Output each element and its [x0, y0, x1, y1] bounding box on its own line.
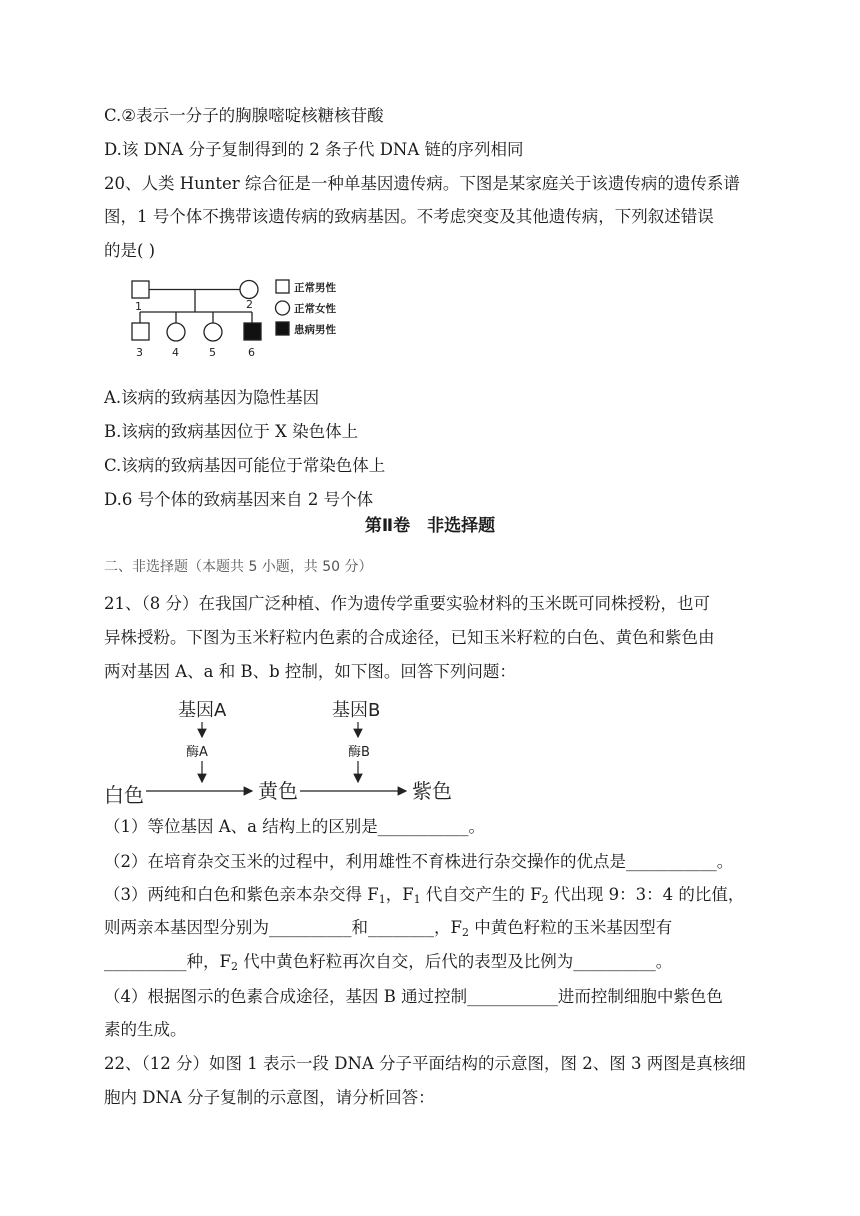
q21-part3-line3: __________种，$F_2$ 代中黄色籽粒再次自交，后代的表型及比例为__________。: [104, 952, 673, 973]
q22-stem-line2: 胞内 DNA 分子复制的示意图，请分析回答：: [104, 1088, 435, 1107]
q19-option-d: D.该 DNA 分子复制得到的 2 条子代 DNA 链的序列相同: [104, 140, 524, 159]
pedigree-individual-3: [132, 323, 149, 340]
pedigree-label-1: 1: [135, 300, 142, 313]
pedigree-diagram: [120, 270, 370, 375]
q20-stem-line1: 20、人类 Hunter 综合征是一种单基因遗传病。下图是某家庭关于该遗传病的遗传系谱: [104, 174, 740, 193]
pedigree-individual-2: [240, 281, 258, 299]
q19-option-c: C.②表示一分子的胸腺嘧啶核糖核苷酸: [104, 106, 384, 125]
q21-part4-line2: 素的生成。: [104, 1020, 187, 1039]
q21-stem-line3: 两对基因 A、a 和 B、b 控制，如下图。回答下列问题：: [104, 662, 516, 681]
section-note: 二、非选择题（本题共 5 小题，共 50 分）: [104, 559, 373, 575]
q20-option-d: D.6 号个体的致病基因来自 2 号个体: [104, 490, 374, 509]
gene-a-label: 基因A: [178, 700, 227, 721]
q20-stem-line3: 的是( ): [104, 241, 156, 260]
q21-part2: （2）在培育杂交玉米的过程中，利用雄性不育株进行杂交操作的优点是___________。: [104, 852, 734, 871]
legend-label-normal-male: 正常男性: [294, 282, 336, 294]
q20-stem-line2: 图，1 号个体不携带该遗传病的致病基因。不考虑突变及其他遗传病，下列叙述错误: [104, 207, 714, 226]
pedigree-label-3: 3: [136, 346, 143, 359]
enzyme-a-label: 酶A: [186, 745, 208, 760]
q21-part4-line1: （4）根据图示的色素合成途径，基因 B 通过控制___________进而控制细胞中紫色色: [104, 987, 723, 1006]
q20-option-a: A.该病的致病基因为隐性基因: [104, 388, 320, 407]
pedigree-individual-6: [244, 323, 261, 340]
pedigree-individual-1: [132, 281, 149, 298]
legend-normal-female-icon: [276, 301, 290, 315]
legend-label-affected-male: 患病男性: [294, 324, 336, 336]
q21-part3-line2: 则两亲本基因型分别为__________和________，$F_2$ 中黄色籽粒的玉米基因型有: [104, 918, 673, 939]
q21-stem-line2: 异株授粉。下图为玉米籽粒内色素的合成途径，已知玉米籽粒的白色、黄色和紫色由: [104, 628, 715, 647]
q21-part3-line1: （3）两纯和白色和紫色亲本杂交得 $F_1$，$F_1$ 代自交产生的 $F_2$ 代出现 9：3：4 的比值，: [104, 885, 745, 906]
pedigree-label-2: 2: [246, 298, 253, 311]
legend-affected-male-icon: [276, 322, 289, 335]
q20-option-c: C.该病的致病基因可能位于常染色体上: [104, 456, 386, 475]
pedigree-label-4: 4: [172, 346, 179, 359]
gene-b-label: 基因B: [332, 700, 381, 721]
q22-stem-line1: 22、（12 分）如图 1 表示一段 DNA 分子平面结构的示意图，图 2、图 3 两图是真核细: [104, 1054, 746, 1073]
purple-color-label: 紫色: [412, 779, 452, 803]
white-color-label: 白色: [104, 783, 144, 807]
q21-stem-line1: 21、（8 分）在我国广泛种植、作为遗传学重要实验材料的玉米既可同株授粉，也可: [104, 594, 710, 613]
q21-part1: （1）等位基因 A、a 结构上的区别是___________。: [104, 817, 485, 836]
pedigree-label-5: 5: [209, 346, 216, 359]
legend-normal-male-icon: [276, 280, 289, 293]
legend-label-normal-female: 正常女性: [294, 303, 336, 315]
enzyme-b-label: 酶B: [348, 745, 370, 760]
pedigree-individual-4: [167, 323, 185, 341]
part2-heading: 第Ⅱ卷 非选择题: [364, 516, 496, 536]
pigment-pathway-diagram: [100, 694, 480, 812]
yellow-color-label: 黄色: [258, 779, 298, 803]
q20-option-b: B.该病的致病基因位于 X 染色体上: [104, 422, 359, 441]
pedigree-individual-5: [204, 323, 222, 341]
pedigree-label-6: 6: [248, 346, 255, 359]
